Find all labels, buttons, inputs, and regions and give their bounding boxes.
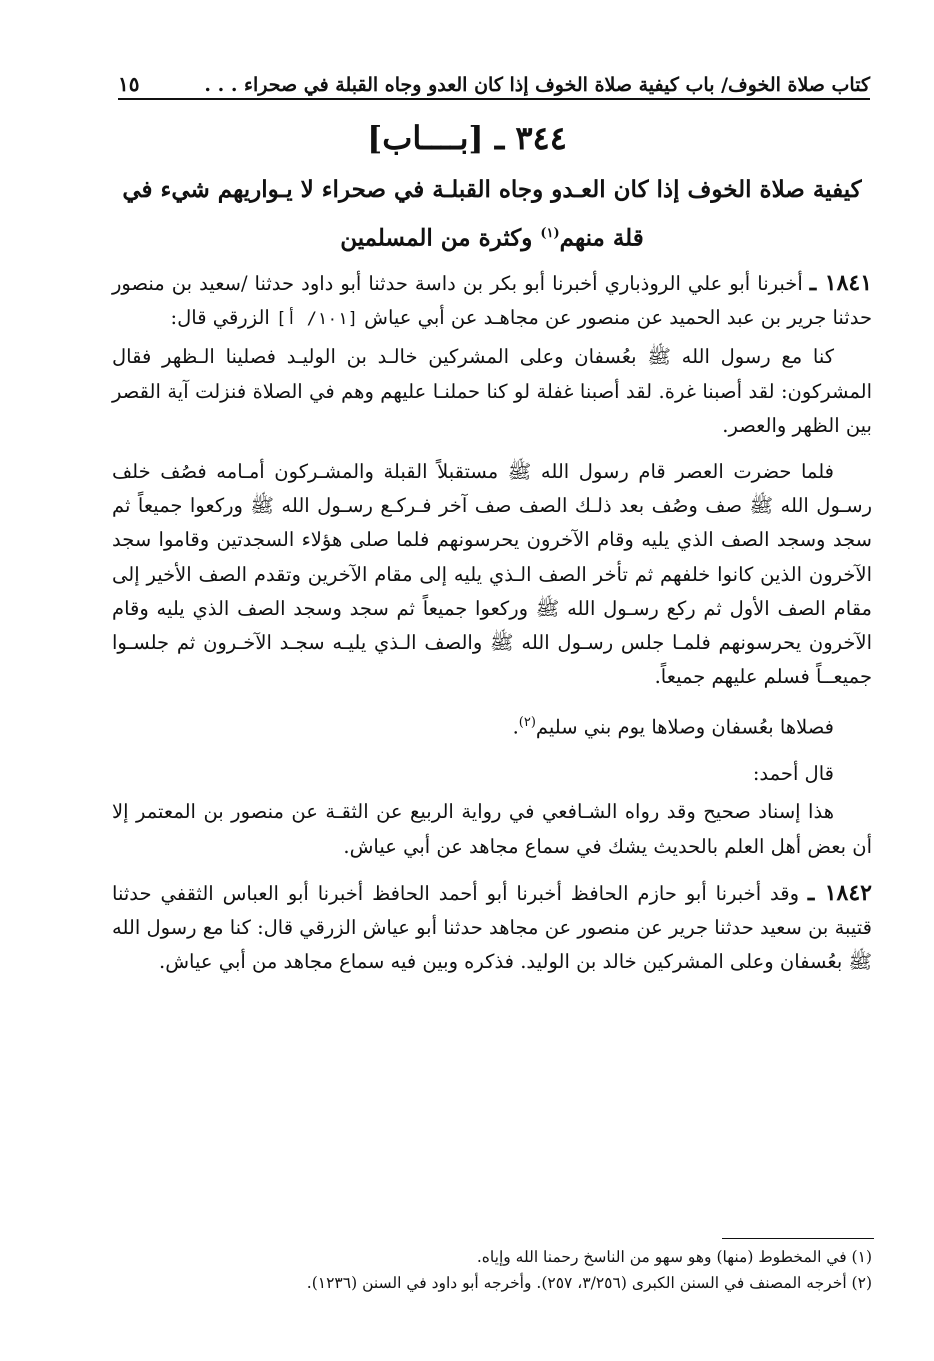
paragraph-text: فصلاها بعُسفان وصلاها يوم بني سليم bbox=[535, 715, 834, 739]
running-head bbox=[118, 60, 870, 96]
body-text bbox=[112, 266, 872, 991]
footnote-1: (١) في المخطوط (منها) وهو سهو من الناسخ رحمنا الله وإياه. bbox=[476, 1248, 872, 1266]
hadith-1841-tail: الزرقي قال: bbox=[170, 306, 277, 330]
chapter-title-line2: منهم bbox=[559, 224, 605, 252]
chapter-title-line3: وكثرة من المسلمين bbox=[340, 224, 541, 252]
chapter-title-line1: كيفية صلاة الخوف إذا كان العـدو وجاه القبلـة في صحراء لا يـواريهم شيء في قلة bbox=[122, 176, 862, 252]
paragraph-end: . bbox=[512, 715, 519, 739]
page-number: ١٥ bbox=[118, 72, 140, 96]
paragraph: كنا مع رسول الله ﷺ بعُسفان وعلى المشركين خالـد بن الوليـد فصلينا الـظهر فقال المشركون: لقد أصبنا غرة. لقد أصبنا غفلة لو كنا حملنـا عليهم وهم في الصلاة فنزلت آية القصر بين الظهر والعصر. bbox=[112, 345, 872, 437]
chapter-number: ٣٤٤ ـ [بــــاب] bbox=[367, 119, 567, 157]
manuscript-folio-marker: [١٠١/ أ] bbox=[276, 309, 358, 330]
paragraph: فلما حضرت العصر قام رسول الله ﷺ مستقبلاً القبلة والمشـركون أمـامه فصُف خلف رسـول الله ﷺ صف وصُف بعد ذلـك الصف صف آخر فـركـع رسـول الله ﷺ وركعوا جميعاً ثم سجد وسجد الصف الذي يليه وقام الآخرون يحرسونهم فلما صلى هؤلاء السجدتين وقاموا سجد الآخرون الذين كانوا خلفهم ثم تأخر الصف الـذي يليه إلى مقام الآخرين وتقدم الصف الأخير إلى مقام الصف الأول ثم ركع رسـول الله ﷺ وركعوا جميعاً ثم سجد وسجد الصف الذي يليه وقام الآخرون يحرسونهم فلمـا جلس رسـول الله ﷺ والصف الـذي يليـه سجـد الآخـرون ثم جلسـوا جميعــاً فسلم عليهم جميعاً. bbox=[112, 460, 872, 689]
footnote-ref-2[interactable]: (٢) bbox=[518, 715, 536, 731]
hadith-number-1841: ١٨٤١ ـ bbox=[809, 270, 873, 296]
footnotes bbox=[112, 1244, 872, 1296]
chapter-title bbox=[112, 168, 872, 261]
footnote-ref-1[interactable]: (١) bbox=[540, 226, 560, 241]
hadith-1841-chain: أخبرنا أبو علي الروذباري أخبرنا أبو بكر بن داسة حدثنا أبو داود حدثنا /سعيد بن منصور حدثنا جرير بن عبد الحميد عن منصور عن مجاهـد عن أبي عياش bbox=[112, 272, 872, 330]
paragraph: هذا إسناد صحيح وقد رواه الشـافعي في رواية الربيع عن الثقـة عن منصور بن المعتمر إلا أن بعض أهل العلم بالحديث يشك في سماع مجاهد عن أبي عياش. bbox=[112, 800, 872, 858]
footnote-rule bbox=[722, 1238, 874, 1239]
paragraph-heading: قال أحمد: bbox=[752, 762, 834, 786]
footnote-2: (٢) أخرجه المصنف في السنن الكبرى (٣/٢٥٦، ٢٥٧). وأخرجه أبو داود في السنن (١٢٣٦). bbox=[306, 1274, 872, 1292]
hadith-number-1842: ١٨٤٢ ـ bbox=[807, 879, 872, 906]
hadith-1842 bbox=[112, 876, 872, 980]
hadith-1842-text: وقد أخبرنا أبو حازم الحافظ أخبرنا أبو أحمد الحافظ أخبرنا أبو العباس الثقفي حدثنا قتيبة بن سعيد حدثنا جرير عن منصور عن مجاهد حدثنا أبو عياش الزرقي قال: كنا مع رسول الله ﷺ بعُسفان وعلى المشركين خالد بن الوليد. فذكره وبين فيه سماع مجاهد من أبي عياش. bbox=[112, 881, 872, 974]
paragraph bbox=[112, 706, 872, 745]
running-title: كتاب صلاة الخوف/ باب كيفية صلاة الخوف إذا كان العدو وجاه القبلة في صحراء . . . bbox=[204, 74, 870, 96]
hadith-1841 bbox=[112, 266, 872, 336]
header-rule bbox=[118, 98, 870, 100]
